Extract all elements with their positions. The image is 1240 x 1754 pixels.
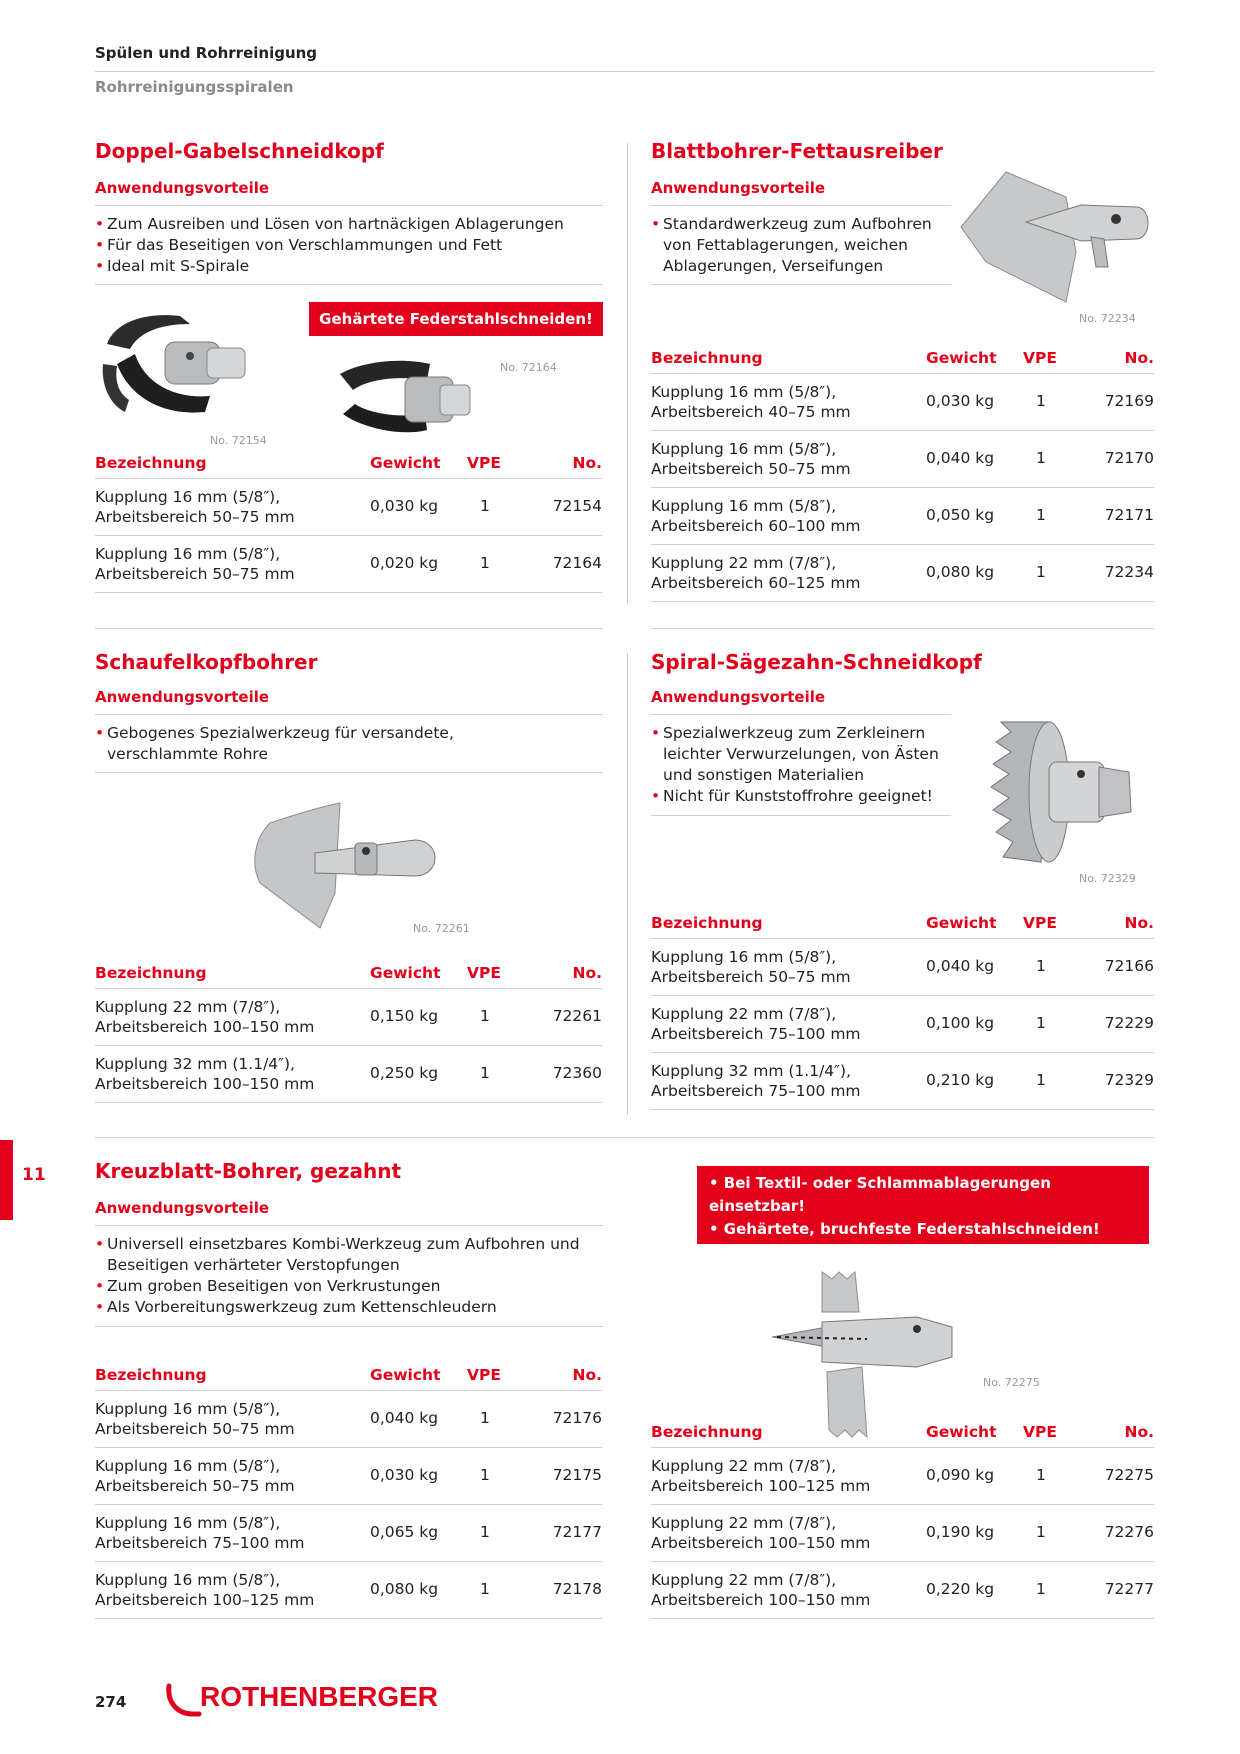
cell-vpe: 1 — [1036, 449, 1046, 467]
cell-weight: 0,220 kg — [926, 1580, 995, 1598]
advantage-item: • Ideal mit S-Spirale — [95, 256, 603, 277]
cell-vpe: 1 — [1036, 1014, 1046, 1032]
badge-line: • Bei Textil- oder Schlammablagerungen einsetzbar! — [709, 1174, 1051, 1215]
product-section-doppel-gabelschneidkopf — [95, 139, 603, 619]
product-section-schaufelkopfbohrer — [95, 650, 603, 1120]
product-number-label: No. 72234 — [1079, 312, 1136, 325]
advantages-rule — [651, 205, 951, 206]
advantage-item: • Als Vorbereitungswerkzeug zum Kettenschleudern — [95, 1297, 603, 1318]
cell-vpe: 1 — [480, 1466, 490, 1484]
header-divider — [95, 71, 1154, 72]
cell-vpe: 1 — [480, 1580, 490, 1598]
cell-description: Kupplung 16 mm (5/8″), Arbeitsbereich 50–75 mm — [651, 440, 851, 478]
product-title: Spiral-Sägezahn-Schneidkopf — [651, 650, 982, 674]
advantages-rule-bottom — [95, 1326, 603, 1327]
table-header — [651, 1417, 1154, 1448]
advantage-item: • Gebogenes Spezialwerkzeug für versandete, verschlammte Rohre — [95, 723, 495, 765]
product-title: Doppel-Gabelschneidkopf — [95, 139, 384, 163]
table-row — [95, 536, 602, 593]
advantages-rule — [95, 714, 603, 715]
column-header-name: Bezeichnung — [95, 1366, 207, 1384]
cell-vpe: 1 — [480, 497, 490, 515]
cell-number: 72166 — [1104, 957, 1154, 975]
cell-number: 72177 — [552, 1523, 602, 1541]
product-image-72261 — [245, 798, 445, 933]
table-header — [651, 343, 1154, 374]
cell-weight: 0,150 kg — [370, 1007, 439, 1025]
cell-vpe: 1 — [480, 1409, 490, 1427]
product-image-72164 — [335, 352, 475, 447]
table-row — [651, 374, 1154, 431]
advantage-item: • Zum groben Beseitigen von Verkrustungen — [95, 1276, 603, 1297]
cell-number: 72229 — [1104, 1014, 1154, 1032]
advantages-label: Anwendungsvorteile — [651, 179, 826, 197]
cell-number: 72169 — [1104, 392, 1154, 410]
section-subtitle: Rohrreinigungsspiralen — [95, 78, 294, 96]
table-row — [651, 431, 1154, 488]
table-row — [651, 1505, 1154, 1562]
cell-weight: 0,210 kg — [926, 1071, 995, 1089]
product-section-blattbohrer-fettausreiber — [651, 139, 1154, 619]
column-header-vpe: VPE — [1023, 914, 1057, 932]
product-number-label: No. 72164 — [500, 361, 557, 374]
chapter-number: 11 — [22, 1165, 46, 1185]
product-table — [651, 908, 1154, 1110]
cell-weight: 0,080 kg — [370, 1580, 439, 1598]
product-image-72329 — [981, 712, 1141, 872]
cell-weight: 0,040 kg — [370, 1409, 439, 1427]
column-header-name: Bezeichnung — [95, 964, 207, 982]
advantages-list — [651, 723, 951, 807]
cell-description: Kupplung 16 mm (5/8″), Arbeitsbereich 40–75 mm — [651, 383, 851, 421]
column-header-weight: Gewicht — [370, 1366, 441, 1384]
cell-description: Kupplung 32 mm (1.1/4″), Arbeitsbereich 100–150 mm — [95, 1055, 315, 1093]
column-header-name: Bezeichnung — [651, 1423, 763, 1441]
column-header-name: Bezeichnung — [651, 349, 763, 367]
column-header-vpe: VPE — [467, 1366, 501, 1384]
table-header — [651, 908, 1154, 939]
cell-vpe: 1 — [480, 1007, 490, 1025]
advantages-rule — [95, 1225, 603, 1226]
cell-description: Kupplung 16 mm (5/8″), Arbeitsbereich 50–75 mm — [651, 948, 851, 986]
chapter-tab — [0, 1140, 13, 1220]
advantages-list — [651, 214, 951, 277]
cell-description: Kupplung 22 mm (7/8″), Arbeitsbereich 75–100 mm — [651, 1005, 861, 1043]
table-row — [95, 1562, 602, 1619]
table-row — [95, 1448, 602, 1505]
cell-description: Kupplung 22 mm (7/8″), Arbeitsbereich 100–125 mm — [651, 1457, 871, 1495]
table-row — [95, 1505, 602, 1562]
cell-vpe: 1 — [1036, 957, 1046, 975]
advantages-rule — [651, 714, 951, 715]
column-header-number: No. — [572, 454, 602, 472]
cell-weight: 0,250 kg — [370, 1064, 439, 1082]
table-row — [651, 1562, 1154, 1619]
column-header-weight: Gewicht — [370, 454, 441, 472]
table-row — [95, 1391, 602, 1448]
cell-description: Kupplung 22 mm (7/8″), Arbeitsbereich 100–150 mm — [651, 1571, 871, 1609]
cell-description: Kupplung 22 mm (7/8″), Arbeitsbereich 100–150 mm — [651, 1514, 871, 1552]
advantage-item: • Zum Ausreiben und Lösen von hartnäckigen Ablagerungen — [95, 214, 603, 235]
column-header-number: No. — [572, 1366, 602, 1384]
product-image-72154 — [95, 304, 255, 429]
table-row — [95, 1046, 602, 1103]
cell-vpe: 1 — [480, 1523, 490, 1541]
advantage-item: • Nicht für Kunststoffrohre geeignet! — [651, 786, 951, 807]
cell-vpe: 1 — [1036, 1466, 1046, 1484]
cell-vpe: 1 — [1036, 506, 1046, 524]
column-header-number: No. — [1124, 914, 1154, 932]
product-section-kreuzblatt-bohrer — [95, 1159, 1154, 1629]
cell-weight: 0,100 kg — [926, 1014, 995, 1032]
cell-number: 72176 — [552, 1409, 602, 1427]
section-title: Spülen und Rohrreinigung — [95, 44, 318, 62]
cell-weight: 0,030 kg — [370, 1466, 439, 1484]
cell-description: Kupplung 16 mm (5/8″), Arbeitsbereich 50–75 mm — [95, 1400, 295, 1438]
cell-weight: 0,090 kg — [926, 1466, 995, 1484]
cell-vpe: 1 — [1036, 1580, 1046, 1598]
advantage-item: • Spezialwerkzeug zum Zerkleinern leichter Verwurzelungen, von Ästen und sonstigen Materialien — [651, 723, 951, 786]
advantages-list — [95, 214, 603, 277]
advantages-rule-bottom — [651, 815, 951, 816]
cell-number: 72170 — [1104, 449, 1154, 467]
feature-badge: Gehärtete Federstahlschneiden! — [309, 302, 603, 336]
advantages-rule — [95, 205, 603, 206]
cell-number: 72234 — [1104, 563, 1154, 581]
product-table — [651, 343, 1154, 602]
cell-vpe: 1 — [1036, 1071, 1046, 1089]
cell-weight: 0,030 kg — [926, 392, 995, 410]
column-header-vpe: VPE — [1023, 1423, 1057, 1441]
cell-number: 72360 — [552, 1064, 602, 1082]
column-header-weight: Gewicht — [370, 964, 441, 982]
product-number-label: No. 72275 — [983, 1376, 1040, 1389]
cell-weight: 0,190 kg — [926, 1523, 995, 1541]
cell-description: Kupplung 16 mm (5/8″), Arbeitsbereich 75–100 mm — [95, 1514, 305, 1552]
product-table — [95, 958, 602, 1103]
row-divider-1-left — [95, 628, 603, 629]
cell-number: 72329 — [1104, 1071, 1154, 1089]
table-header — [95, 958, 602, 989]
column-header-weight: Gewicht — [926, 349, 997, 367]
table-header — [95, 448, 602, 479]
column-divider-top — [627, 143, 628, 605]
cell-weight: 0,020 kg — [370, 554, 439, 572]
cell-vpe: 1 — [1036, 1523, 1046, 1541]
cell-description: Kupplung 22 mm (7/8″), Arbeitsbereich 60–125 mm — [651, 554, 861, 592]
column-header-number: No. — [572, 964, 602, 982]
cell-description: Kupplung 22 mm (7/8″), Arbeitsbereich 100–150 mm — [95, 998, 315, 1036]
advantages-label: Anwendungsvorteile — [651, 688, 826, 706]
table-row — [651, 545, 1154, 602]
cell-number: 72275 — [1104, 1466, 1154, 1484]
advantages-label: Anwendungsvorteile — [95, 688, 270, 706]
table-row — [651, 939, 1154, 996]
advantages-rule-bottom — [95, 284, 603, 285]
column-header-weight: Gewicht — [926, 914, 997, 932]
cell-vpe: 1 — [1036, 563, 1046, 581]
brand-wordmark: ROTHENBERGER — [200, 1681, 439, 1712]
cell-vpe: 1 — [1036, 392, 1046, 410]
column-header-vpe: VPE — [467, 454, 501, 472]
row-divider-1-right — [651, 628, 1154, 629]
cell-vpe: 1 — [480, 554, 490, 572]
cell-description: Kupplung 16 mm (5/8″), Arbeitsbereich 50–75 mm — [95, 545, 295, 583]
advantage-item: • Universell einsetzbares Kombi-Werkzeug zum Aufbohren und Beseitigen verhärteter Verstopfungen — [95, 1234, 603, 1276]
product-title: Kreuzblatt-Bohrer, gezahnt — [95, 1159, 402, 1183]
cell-description: Kupplung 16 mm (5/8″), Arbeitsbereich 50–75 mm — [95, 1457, 295, 1495]
page-number: 274 — [95, 1693, 127, 1711]
cell-description: Kupplung 16 mm (5/8″), Arbeitsbereich 100–125 mm — [95, 1571, 315, 1609]
brand-logo-icon — [165, 1678, 205, 1718]
advantage-item: • Für das Beseitigen von Verschlammungen und Fett — [95, 235, 603, 256]
product-number-label: No. 72261 — [413, 922, 470, 935]
column-header-weight: Gewicht — [926, 1423, 997, 1441]
cell-description: Kupplung 16 mm (5/8″), Arbeitsbereich 50–75 mm — [95, 488, 295, 526]
product-image-72234 — [956, 167, 1151, 307]
cell-weight: 0,050 kg — [926, 506, 995, 524]
table-row — [95, 479, 602, 536]
row-divider-2 — [95, 1137, 1154, 1138]
advantages-list — [95, 1234, 603, 1318]
badge-line: • Gehärtete, bruchfeste Federstahlschneiden! — [709, 1220, 1100, 1238]
column-header-vpe: VPE — [1023, 349, 1057, 367]
product-table-left — [95, 1360, 602, 1619]
cell-description: Kupplung 32 mm (1.1/4″), Arbeitsbereich 75–100 mm — [651, 1062, 861, 1100]
product-image-72275 — [767, 1267, 967, 1442]
table-header — [95, 1360, 602, 1391]
product-table-right — [651, 1417, 1154, 1619]
advantages-list — [95, 723, 495, 765]
product-title: Blattbohrer-Fettausreiber — [651, 139, 943, 163]
table-row — [651, 1053, 1154, 1110]
product-section-spiral-saegezahn-schneidkopf — [651, 650, 1154, 1120]
column-divider-middle — [627, 653, 628, 1115]
product-number-label: No. 72154 — [210, 434, 267, 447]
advantages-rule-bottom — [651, 284, 951, 285]
column-header-vpe: VPE — [467, 964, 501, 982]
badge-line: • Einsatz mit S- oder SMK-Spiralen zu empfehlen! — [709, 1243, 1129, 1261]
advantages-label: Anwendungsvorteile — [95, 179, 270, 197]
cell-weight: 0,030 kg — [370, 497, 439, 515]
cell-weight: 0,040 kg — [926, 449, 995, 467]
product-table — [95, 448, 602, 593]
product-title: Schaufelkopfbohrer — [95, 650, 318, 674]
cell-number: 72277 — [1104, 1580, 1154, 1598]
feature-badge — [697, 1166, 1149, 1261]
cell-vpe: 1 — [480, 1064, 490, 1082]
column-header-number: No. — [1124, 349, 1154, 367]
column-header-number: No. — [1124, 1423, 1154, 1441]
table-row — [651, 488, 1154, 545]
column-header-name: Bezeichnung — [95, 454, 207, 472]
product-number-label: No. 72329 — [1079, 872, 1136, 885]
table-row — [651, 996, 1154, 1053]
advantages-label: Anwendungsvorteile — [95, 1199, 270, 1217]
cell-number: 72154 — [552, 497, 602, 515]
advantages-rule-bottom — [95, 772, 603, 773]
cell-number: 72164 — [552, 554, 602, 572]
cell-number: 72175 — [552, 1466, 602, 1484]
cell-description: Kupplung 16 mm (5/8″), Arbeitsbereich 60–100 mm — [651, 497, 861, 535]
cell-weight: 0,065 kg — [370, 1523, 439, 1541]
cell-number: 72276 — [1104, 1523, 1154, 1541]
cell-number: 72171 — [1104, 506, 1154, 524]
cell-number: 72261 — [552, 1007, 602, 1025]
table-row — [95, 989, 602, 1046]
advantage-item: • Standardwerkzeug zum Aufbohren von Fettablagerungen, weichen Ablagerungen, Verseifungen — [651, 214, 951, 277]
column-header-name: Bezeichnung — [651, 914, 763, 932]
cell-number: 72178 — [552, 1580, 602, 1598]
cell-weight: 0,080 kg — [926, 563, 995, 581]
cell-weight: 0,040 kg — [926, 957, 995, 975]
table-row — [651, 1448, 1154, 1505]
